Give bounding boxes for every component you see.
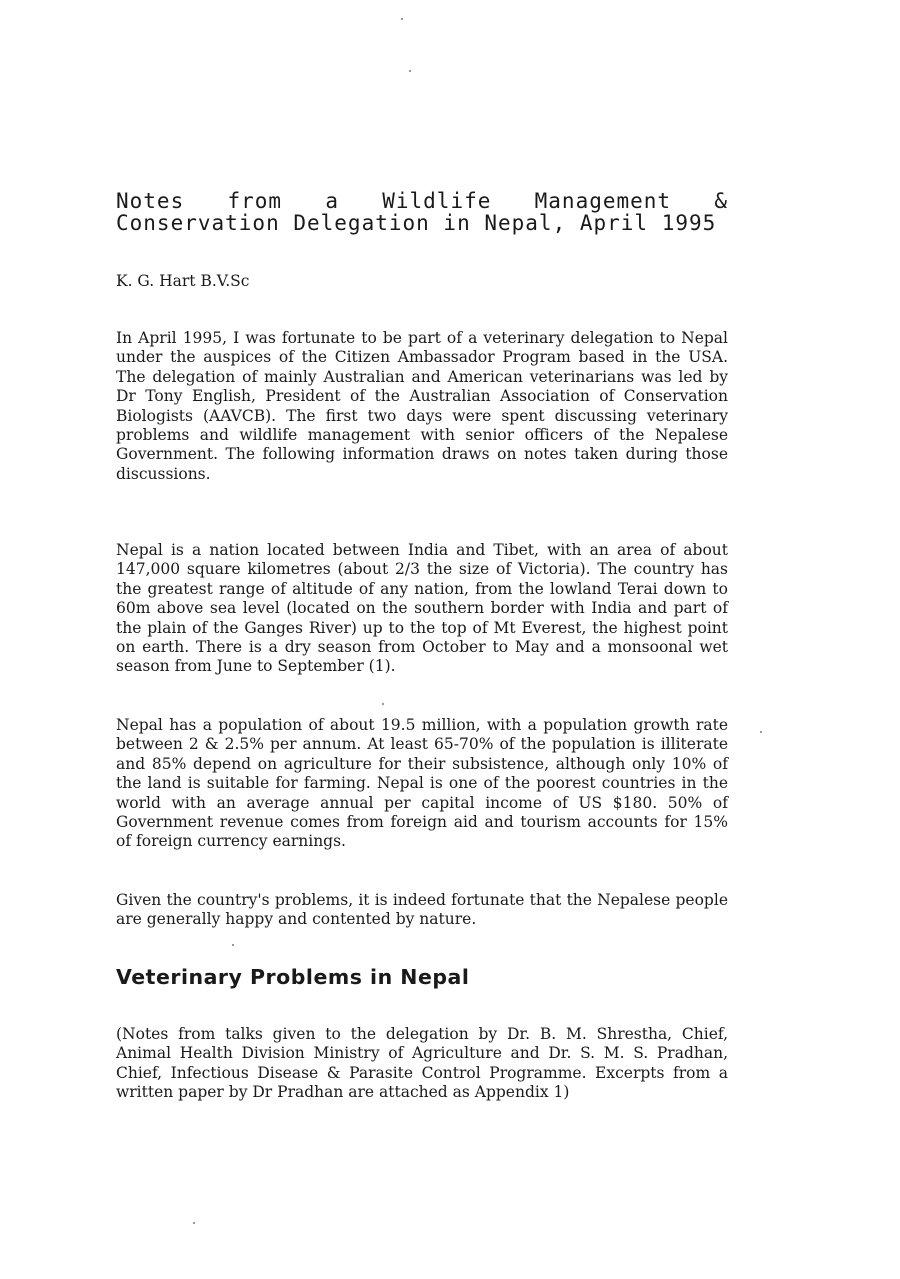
population-paragraph: Nepal has a population of about 19.5 million, with a population growth rate between 2 & 2.5% per annum. At least 65-70% of the population is illiterate and 85% depend on agriculture for their subsistence, although only 10% of the land is suitable for farming. Nepal is one of the poorest countries in the world with an average annual per capital income of US $180. 50% of Government revenue comes from foreign aid and tourism accounts for 15% of foreign currency earnings. — [116, 716, 728, 851]
section-note-paragraph: (Notes from talks given to the delegation by Dr. B. M. Shrestha, Chief, Animal Health Division Ministry of Agriculture and Dr. S. M. S. Pradhan, Chief, Infectious Disease & Parasite Control Programme. Excerpts from a written paper by Dr Pradhan are attached as Appendix 1) — [116, 1025, 728, 1102]
scan-speck — [401, 18, 403, 20]
intro-paragraph: In April 1995, I was fortunate to be part of a veterinary delegation to Nepal under the auspices of the Citizen Ambassador Program based in the USA. The delegation of mainly Australian and American veterinarians was led by Dr Tony English, President of the Australian Association of Conservation Biologists (AAVCB). The first two days were spent discussing veterinary problems and wildlife management with senior officers of the Nepalese Government. The following information draws on notes taken during those discussions. — [116, 329, 728, 483]
author-line: K. G. Hart B.V.Sc — [116, 272, 250, 290]
section-heading: Veterinary Problems in Nepal — [116, 965, 470, 989]
geography-paragraph: Nepal is a nation located between India and Tibet, with an area of about 147,000 square kilometres (about 2/3 the size of Victoria). The country has the greatest range of altitude of any nation, from the lowland Terai down to 60m above sea level (located on the southern border with India and part of the plain of the Ganges River) up to the top of Mt Everest, the highest point on earth. There is a dry season from October to May and a monsoonal wet season from June to September (1). — [116, 541, 728, 676]
scan-speck — [760, 731, 762, 733]
scan-speck — [193, 1222, 195, 1224]
document-title: Notes from a Wildlife Management & Conservation Delegation in Nepal, April 1995 — [116, 189, 728, 235]
scan-speck — [409, 70, 411, 72]
closing-paragraph: Given the country's problems, it is indeed fortunate that the Nepalese people are generally happy and contented by nature. — [116, 891, 728, 929]
scan-speck — [382, 703, 384, 705]
scan-speck — [232, 944, 234, 946]
